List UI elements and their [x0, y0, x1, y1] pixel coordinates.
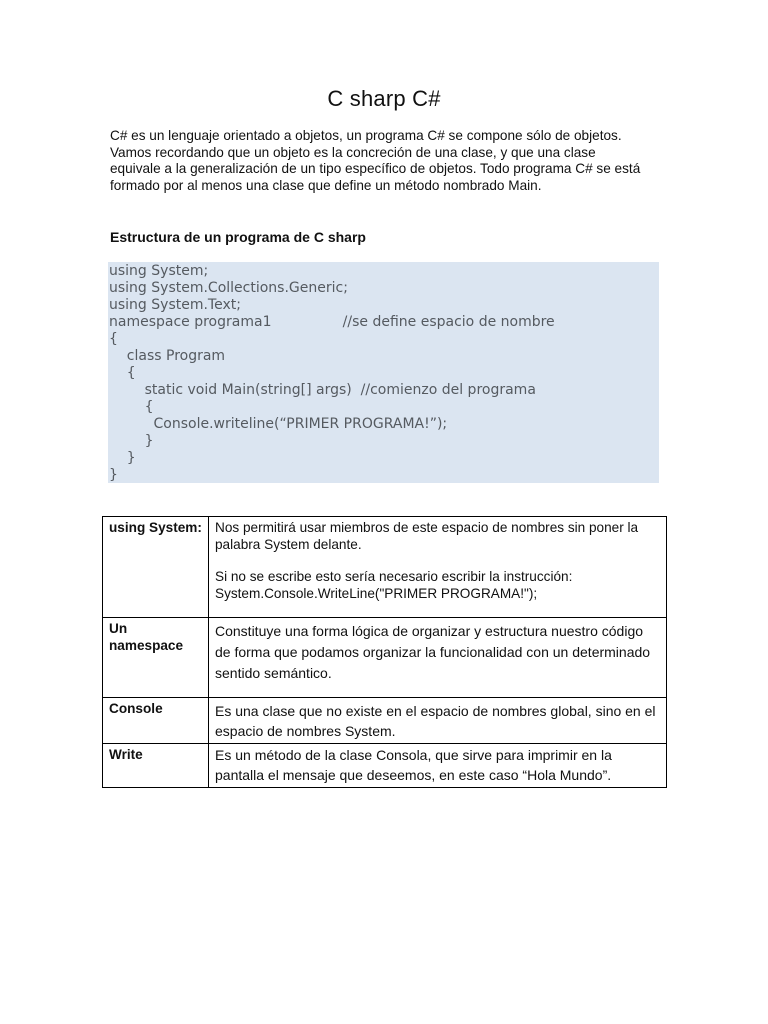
description-cell — [209, 517, 667, 618]
section-heading: Estructura de un programa de C sharp — [110, 229, 366, 245]
description-cell — [209, 618, 667, 698]
code-line: } — [109, 450, 136, 466]
description-cell — [209, 698, 667, 744]
code-line: { — [109, 399, 154, 415]
code-block — [108, 262, 659, 483]
table-row — [103, 517, 667, 618]
description-text: Es un método de la clase Consola, que sirve para imprimir en la pantalla el mensaje que deseemos, en este caso “Hola Mundo”. — [215, 747, 612, 783]
table-row — [103, 698, 667, 744]
code-line: using System; — [109, 263, 209, 279]
code-line: } — [109, 433, 154, 449]
code-line: { — [109, 365, 136, 381]
code-line: using System.Text; — [109, 297, 241, 313]
description-text: Constituye una forma lógica de organizar y estructura nuestro código de forma que podamos organizar la funcionalidad con un determinado sentido semántico. — [215, 623, 651, 681]
description-text: Nos permitirá usar miembros de este espacio de nombres sin poner la palabra System delante. — [215, 520, 639, 552]
description-text: Si no se escribe esto sería necesario escribir la instrucción: System.Console.WriteLine("PRIMER PROGRAMA!"); — [215, 569, 573, 601]
page-title: C sharp C# — [327, 86, 441, 111]
definitions-table — [102, 516, 667, 788]
code-line: Console.writeline(“PRIMER PROGRAMA!”); — [109, 416, 448, 432]
code-line: class Program — [109, 348, 226, 364]
term-cell: Un namespace — [103, 618, 209, 698]
term-cell: using System: — [103, 517, 209, 618]
code-line: static void Main(string[] args) //comienzo del programa — [109, 382, 536, 398]
code-line: namespace programa1 //se define espacio de nombre — [109, 314, 555, 330]
code-line: using System.Collections.Generic; — [109, 280, 348, 296]
table-row — [103, 744, 667, 788]
term-cell: Console — [103, 698, 209, 744]
term-cell: Write — [103, 744, 209, 788]
code-line: { — [109, 331, 118, 347]
intro-paragraph: C# es un lenguaje orientado a objetos, un programa C# se compone sólo de objetos. Vamos recordando que un objeto es la concreción de una clase, y que una clase equivale a la generalización de un tipo específico de objetos. Todo programa C# se está formado por al menos una clase que define un método nombrado Main. — [110, 128, 641, 193]
code-line: } — [109, 467, 118, 483]
description-cell — [209, 744, 667, 788]
table-row — [103, 618, 667, 698]
description-text: Es una clase que no existe en el espacio de nombres global, sino en el espacio de nombres System. — [215, 703, 656, 739]
